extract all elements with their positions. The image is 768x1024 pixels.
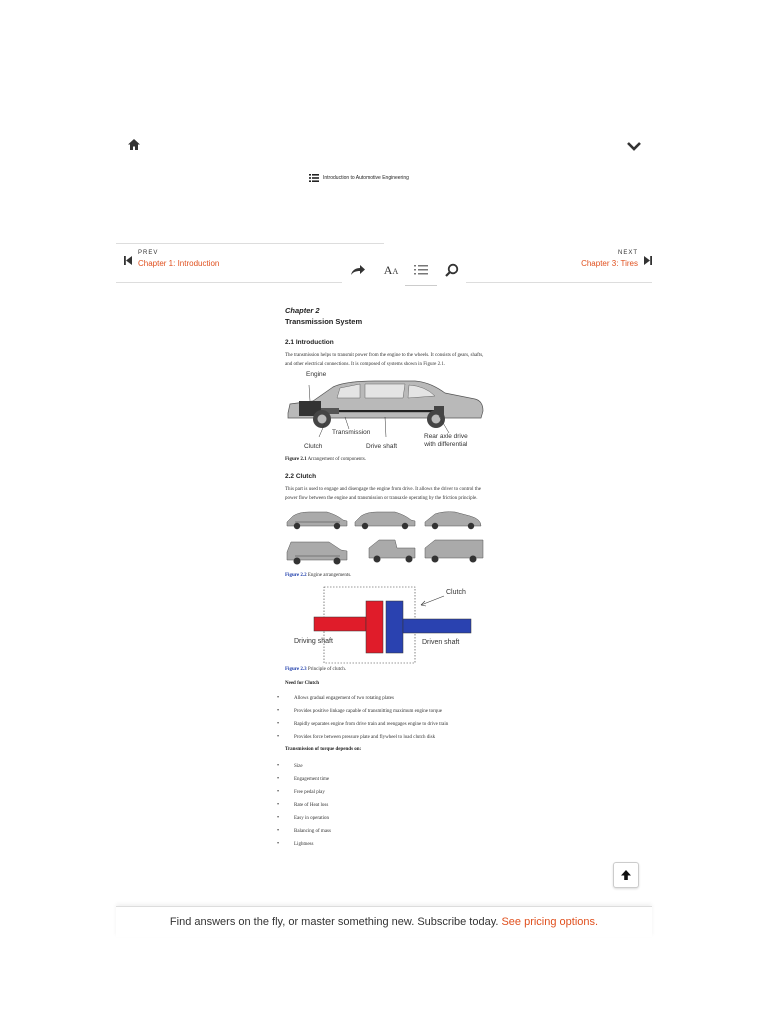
font-size-icon: AA	[383, 263, 399, 277]
label-rear-axle: Rear axle drive with differential	[424, 433, 468, 448]
torque-list	[285, 763, 485, 848]
label-transmission: Transmission	[332, 429, 371, 436]
list-item: • Allows gradual engagement of two rotating plates	[285, 695, 485, 702]
pricing-link[interactable]: See pricing options.	[501, 916, 599, 928]
prev-title[interactable]: Chapter 1: Introduction	[138, 259, 220, 268]
chapter-content	[285, 306, 485, 854]
figure-engine-arrangements	[285, 508, 485, 570]
need-heading: Need for Clutch	[285, 681, 320, 686]
intro-paragraph: The transmission helps to transmit power from the engine to the wheels. It consists of gears, shafts, and other electrical connections. It is composed of systems shown in Figure 2.1.	[285, 353, 484, 367]
list-icon	[309, 174, 319, 182]
figure-caption: Figure 2.2 Engine arrangements.	[285, 573, 352, 578]
label-driveshaft: Drive shaft	[366, 443, 398, 450]
list-item: • Free pedal play	[285, 789, 485, 796]
share-arrow-icon	[350, 264, 366, 276]
next-chapter-link[interactable]	[581, 250, 652, 268]
banner-text: Find answers on the fly, or master something new. Subscribe today.	[169, 916, 499, 928]
list-item: • Lightness	[285, 841, 485, 848]
checklist-icon	[414, 264, 428, 276]
section-heading: 2.1 Introduction	[285, 339, 334, 346]
list-item: • Balancing of mass	[285, 828, 485, 835]
scroll-to-top-button[interactable]	[613, 862, 639, 888]
need-list	[285, 695, 485, 741]
home-icon[interactable]	[127, 138, 143, 152]
checklist-button[interactable]	[412, 262, 430, 278]
toc-label: Introduction to Automotive Engineering	[323, 175, 409, 181]
divider	[116, 282, 342, 283]
clutch-paragraph: This part is used to engage and disengage the engine from drive. It allows the driver to control the power flow between the engine and transmission or transaxle operating by the friction principle.	[285, 487, 481, 501]
figure-caption: Figure 2.3 Principle of clutch.	[285, 667, 347, 672]
next-title[interactable]: Chapter 3: Tires	[581, 259, 638, 268]
label-driven-shaft: Driven shaft	[422, 639, 460, 646]
chapter-label: Chapter 2	[285, 306, 320, 315]
label-engine: Engine	[306, 371, 327, 378]
arrow-up-icon	[620, 869, 632, 881]
share-button[interactable]	[349, 262, 367, 278]
list-item: • Size	[285, 763, 485, 770]
prev-kicker: PREV	[138, 250, 159, 256]
engine-arrangements-image	[285, 508, 485, 570]
divider	[466, 282, 652, 283]
list-item: • Provides positive linkage capable of transmitting maximum engine torque	[285, 708, 485, 715]
search-icon	[445, 263, 459, 277]
figure-caption: Figure 2.1 Arrangement of components.	[285, 457, 367, 462]
skip-forward-icon	[644, 256, 652, 265]
list-item: • Provides force between pressure plate and flywheel to load clutch disk	[285, 734, 485, 741]
font-size-button[interactable]	[381, 262, 401, 278]
chapter-title: Transmission System	[285, 317, 363, 326]
list-item: • Rapidly separates engine from drive train and reengages engine to drive train	[285, 721, 485, 728]
torque-heading: Transmission of torque depends on:	[285, 747, 362, 752]
table-of-contents-link[interactable]	[309, 174, 409, 182]
section-heading: 2.2 Clutch	[285, 473, 317, 480]
subscribe-banner	[116, 906, 652, 937]
figure-clutch-principle	[285, 583, 485, 665]
divider	[116, 243, 384, 244]
search-button[interactable]	[443, 262, 461, 278]
chevron-down-icon[interactable]	[626, 139, 642, 151]
figure-car-drivetrain	[285, 371, 485, 453]
label-driving-shaft: Driving shaft	[294, 638, 333, 645]
next-kicker: NEXT	[617, 250, 638, 256]
tool-underline	[405, 285, 437, 286]
list-item: • Rate of Heat loss	[285, 802, 485, 809]
label-clutch: Clutch	[446, 589, 466, 596]
label-clutch: Clutch	[304, 443, 323, 450]
list-item: • Engagement time	[285, 776, 485, 783]
skip-back-icon	[124, 256, 132, 265]
list-item: • Easy in operation	[285, 815, 485, 822]
prev-chapter-link[interactable]	[124, 250, 219, 268]
